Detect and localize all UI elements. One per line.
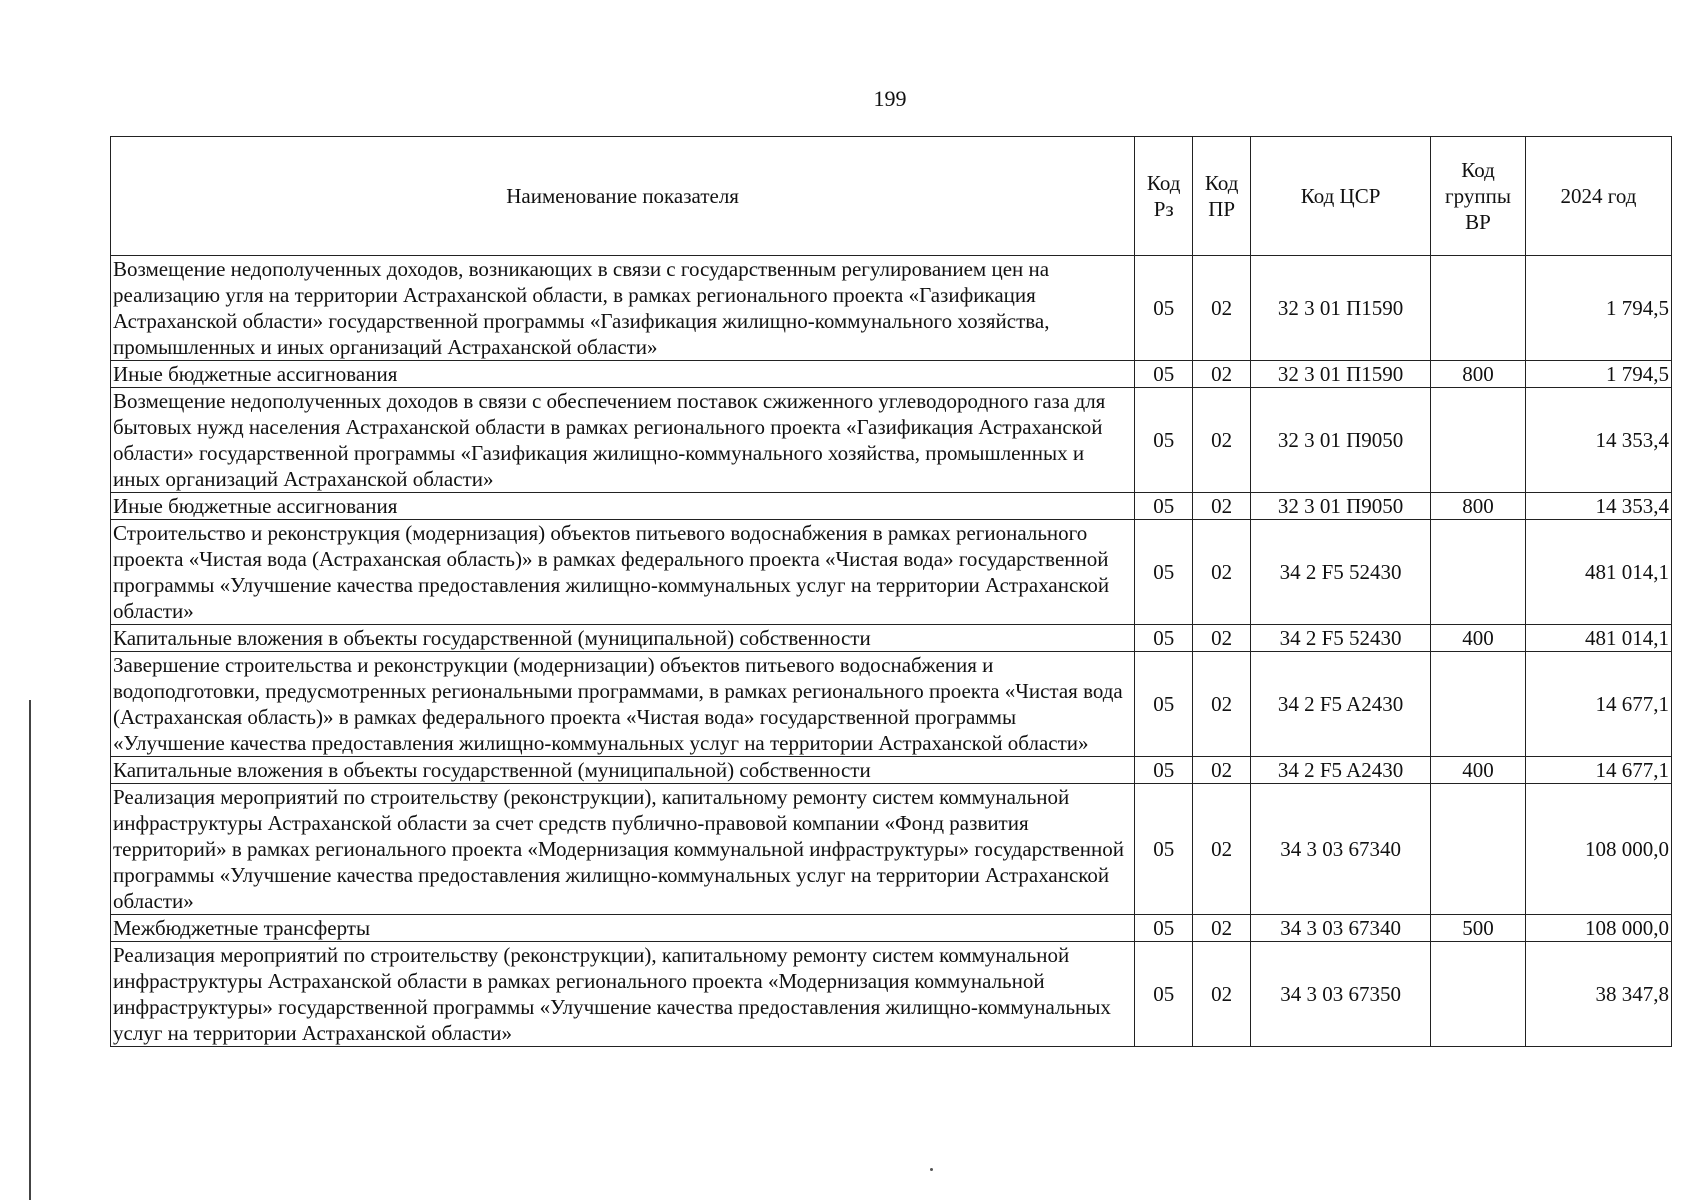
row-rz: 05 <box>1135 942 1193 1047</box>
header-rz: Код Рз <box>1135 137 1193 256</box>
table-row <box>111 493 1672 520</box>
header-pr: Код ПР <box>1193 137 1251 256</box>
scan-margin-line <box>29 700 31 1200</box>
row-csr: 34 3 03 67350 <box>1251 942 1431 1047</box>
row-rz: 05 <box>1135 757 1193 784</box>
header-vr: Код группы ВР <box>1431 137 1526 256</box>
row-amount: 14 353,4 <box>1526 388 1672 493</box>
row-name: Возмещение недополученных доходов, возникающих в связи с государственным регулированием цен на реализацию угля на территории Астраханской области, в рамках регионального проекта «Газификация Астраханской области» государственной программы «Газификация жилищно-коммунального хозяйства, промышленных и иных организаций Астраханской области» <box>111 256 1135 361</box>
row-vr <box>1431 652 1526 757</box>
row-csr: 34 3 03 67340 <box>1251 915 1431 942</box>
row-amount: 108 000,0 <box>1526 915 1672 942</box>
row-name: Возмещение недополученных доходов в связи с обеспечением поставок сжиженного углеводородного газа для бытовых нужд населения Астраханской области в рамках регионального проекта «Газификация Астраханской области» государственной программы «Газификация жилищно-коммунального хозяйства, промышленных и иных организаций Астраханской области» <box>111 388 1135 493</box>
row-amount: 14 677,1 <box>1526 652 1672 757</box>
row-pr: 02 <box>1193 757 1251 784</box>
row-vr <box>1431 784 1526 915</box>
row-amount: 14 677,1 <box>1526 757 1672 784</box>
row-csr: 32 3 01 П9050 <box>1251 493 1431 520</box>
table-row <box>111 942 1672 1047</box>
row-name: Строительство и реконструкция (модернизация) объектов питьевого водоснабжения в рамках регионального проекта «Чистая вода (Астраханская область)» в рамках федерального проекта «Чистая вода» государственной программы «Улучшение качества предоставления жилищно-коммунальных услуг на территории Астраханской области» <box>111 520 1135 625</box>
row-pr: 02 <box>1193 493 1251 520</box>
row-vr <box>1431 388 1526 493</box>
row-rz: 05 <box>1135 256 1193 361</box>
row-rz: 05 <box>1135 493 1193 520</box>
row-name: Капитальные вложения в объекты государственной (муниципальной) собственности <box>111 757 1135 784</box>
header-csr: Код ЦСР <box>1251 137 1431 256</box>
row-csr: 32 3 01 П1590 <box>1251 361 1431 388</box>
row-csr: 32 3 01 П1590 <box>1251 256 1431 361</box>
row-pr: 02 <box>1193 256 1251 361</box>
row-vr: 400 <box>1431 757 1526 784</box>
table-row <box>111 388 1672 493</box>
row-amount: 1 794,5 <box>1526 256 1672 361</box>
row-pr: 02 <box>1193 361 1251 388</box>
row-vr <box>1431 256 1526 361</box>
row-rz: 05 <box>1135 520 1193 625</box>
row-vr: 800 <box>1431 493 1526 520</box>
header-name: Наименование показателя <box>111 137 1135 256</box>
table-row <box>111 361 1672 388</box>
row-name: Реализация мероприятий по строительству (реконструкции), капитальному ремонту систем коммунальной инфраструктуры Астраханской области в рамках регионального проекта «Модернизация коммунальной инфраструктуры» государственной программы «Улучшение качества предоставления жилищно-коммунальных услуг на территории Астраханской области» <box>111 942 1135 1047</box>
row-amount: 481 014,1 <box>1526 625 1672 652</box>
row-rz: 05 <box>1135 625 1193 652</box>
row-amount: 481 014,1 <box>1526 520 1672 625</box>
row-amount: 14 353,4 <box>1526 493 1672 520</box>
row-name: Межбюджетные трансферты <box>111 915 1135 942</box>
header-year: 2024 год <box>1526 137 1672 256</box>
table-row <box>111 625 1672 652</box>
row-pr: 02 <box>1193 625 1251 652</box>
row-name: Завершение строительства и реконструкции (модернизации) объектов питьевого водоснабжения и водоподготовки, предусмотренных региональными программами, в рамках регионального проекта «Чистая вода (Астраханская область)» в рамках федерального проекта «Чистая вода» государственной программы «Улучшение качества предоставления жилищно-коммунальных услуг на территории Астраханской области» <box>111 652 1135 757</box>
row-pr: 02 <box>1193 652 1251 757</box>
row-csr: 34 2 F5 A2430 <box>1251 652 1431 757</box>
row-vr: 800 <box>1431 361 1526 388</box>
budget-table <box>110 136 1672 1047</box>
row-amount: 108 000,0 <box>1526 784 1672 915</box>
row-amount: 38 347,8 <box>1526 942 1672 1047</box>
row-pr: 02 <box>1193 520 1251 625</box>
row-vr <box>1431 520 1526 625</box>
table-row <box>111 256 1672 361</box>
row-pr: 02 <box>1193 915 1251 942</box>
row-pr: 02 <box>1193 784 1251 915</box>
row-name: Реализация мероприятий по строительству (реконструкции), капитальному ремонту систем коммунальной инфраструктуры Астраханской области за счет средств публично-правовой компании «Фонд развития территорий» в рамках регионального проекта «Модернизация коммунальной инфраструктуры» государственной программы «Улучшение качества предоставления жилищно-коммунальных услуг на территории Астраханской области» <box>111 784 1135 915</box>
row-csr: 34 2 F5 A2430 <box>1251 757 1431 784</box>
table-row <box>111 784 1672 915</box>
row-pr: 02 <box>1193 388 1251 493</box>
row-csr: 34 2 F5 52430 <box>1251 520 1431 625</box>
table-header-row <box>111 137 1672 256</box>
table-row <box>111 915 1672 942</box>
row-name: Капитальные вложения в объекты государственной (муниципальной) собственности <box>111 625 1135 652</box>
row-csr: 34 3 03 67340 <box>1251 784 1431 915</box>
table-row <box>111 652 1672 757</box>
row-rz: 05 <box>1135 652 1193 757</box>
row-csr: 34 2 F5 52430 <box>1251 625 1431 652</box>
row-vr: 500 <box>1431 915 1526 942</box>
row-csr: 32 3 01 П9050 <box>1251 388 1431 493</box>
scan-speck <box>930 1168 933 1171</box>
row-rz: 05 <box>1135 361 1193 388</box>
row-vr <box>1431 942 1526 1047</box>
row-vr: 400 <box>1431 625 1526 652</box>
table-row <box>111 520 1672 625</box>
row-rz: 05 <box>1135 388 1193 493</box>
row-rz: 05 <box>1135 784 1193 915</box>
table-row <box>111 757 1672 784</box>
row-name: Иные бюджетные ассигнования <box>111 361 1135 388</box>
row-rz: 05 <box>1135 915 1193 942</box>
row-pr: 02 <box>1193 942 1251 1047</box>
row-name: Иные бюджетные ассигнования <box>111 493 1135 520</box>
page-number: 199 <box>873 86 907 111</box>
row-amount: 1 794,5 <box>1526 361 1672 388</box>
